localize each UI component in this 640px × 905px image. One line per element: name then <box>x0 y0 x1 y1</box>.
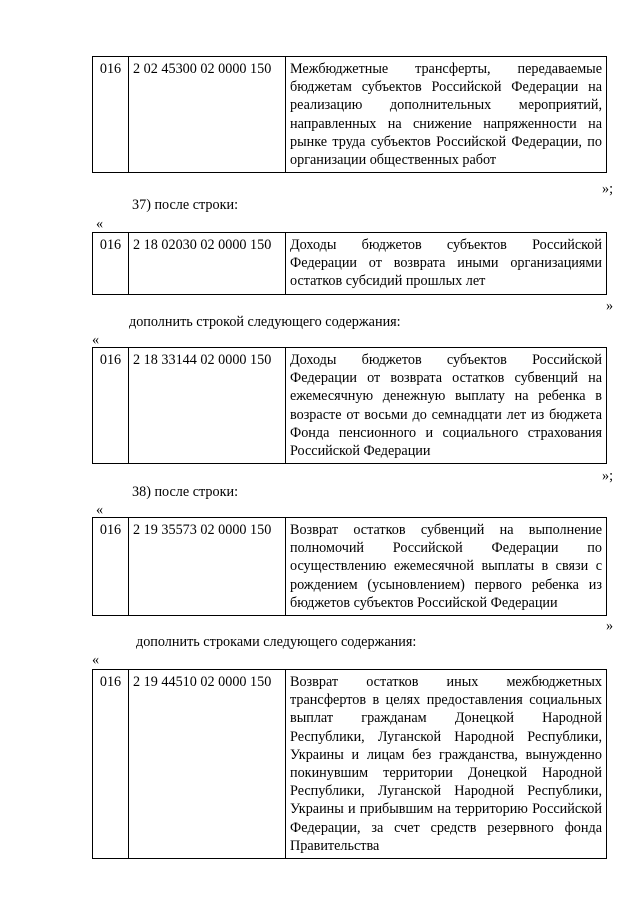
row-kbk-code: 2 18 02030 02 0000 150 <box>129 233 286 295</box>
item-38-heading: 38) после строки: <box>132 484 239 500</box>
row-description: Доходы бюджетов субъектов Российской Федерации от возврата иными организациями остатков субсидий прошлых лет <box>286 233 607 295</box>
row-description: Возврат остатков иных межбюджетных трансфертов в целях предоставления социальных выплат гражданам Донецкой Народной Республики, Луганской Народной Республики, Украины и лицам без гражданства, вынужденно покинувшим территории Донецкой Народной Республики, Луганской Народной Республики, Украины и прибывшим на территорию Российской Федерации, за счет средств резервного фонда Правительства <box>286 670 607 859</box>
row-kbk-code: 2 19 35573 02 0000 150 <box>129 518 286 616</box>
opening-quote: « <box>92 332 100 348</box>
closing-quote: » <box>606 618 614 634</box>
row-code: 016 <box>93 518 129 616</box>
table-row <box>92 56 607 173</box>
row-kbk-code: 2 19 44510 02 0000 150 <box>129 670 286 859</box>
opening-quote: « <box>96 502 104 518</box>
closing-quote: »; <box>602 468 614 484</box>
row-code: 016 <box>93 57 129 173</box>
item-37-heading: 37) после строки: <box>132 197 239 213</box>
table-row <box>92 517 607 616</box>
closing-quote: »; <box>602 181 614 197</box>
row-kbk-code: 2 18 33144 02 0000 150 <box>129 348 286 464</box>
row-code: 016 <box>93 670 129 859</box>
closing-quote: » <box>606 298 614 314</box>
opening-quote: « <box>96 216 104 232</box>
row-code: 016 <box>93 348 129 464</box>
add-lines-text: дополнить строками следующего содержания: <box>136 634 417 650</box>
row-description: Межбюджетные трансферты, передаваемые бюджетам субъектов Российской Федерации на реализацию дополнительных мероприятий, направленных на снижение напряженности на рынке труда субъектов Российской Федерации, по организации общественных работ <box>286 57 607 173</box>
row-kbk-code: 2 02 45300 02 0000 150 <box>129 57 286 173</box>
row-description: Доходы бюджетов субъектов Российской Федерации от возврата остатков субвенций на ежемесячную денежную выплату на ребенка в возрасте от восьми до семнадцати лет из бюджета Фонда пенсионного и социального страхования Российской Федерации <box>286 348 607 464</box>
table-row <box>92 232 607 295</box>
row-description: Возврат остатков субвенций на выполнение полномочий Российской Федерации по осуществлению ежемесячной выплаты в связи с рождением (усыновлением) первого ребенка из бюджетов субъектов Российской Федерации <box>286 518 607 616</box>
row-code: 016 <box>93 233 129 295</box>
opening-quote: « <box>92 652 100 668</box>
table-row <box>92 669 607 859</box>
add-line-text: дополнить строкой следующего содержания: <box>129 314 401 330</box>
table-row <box>92 347 607 464</box>
